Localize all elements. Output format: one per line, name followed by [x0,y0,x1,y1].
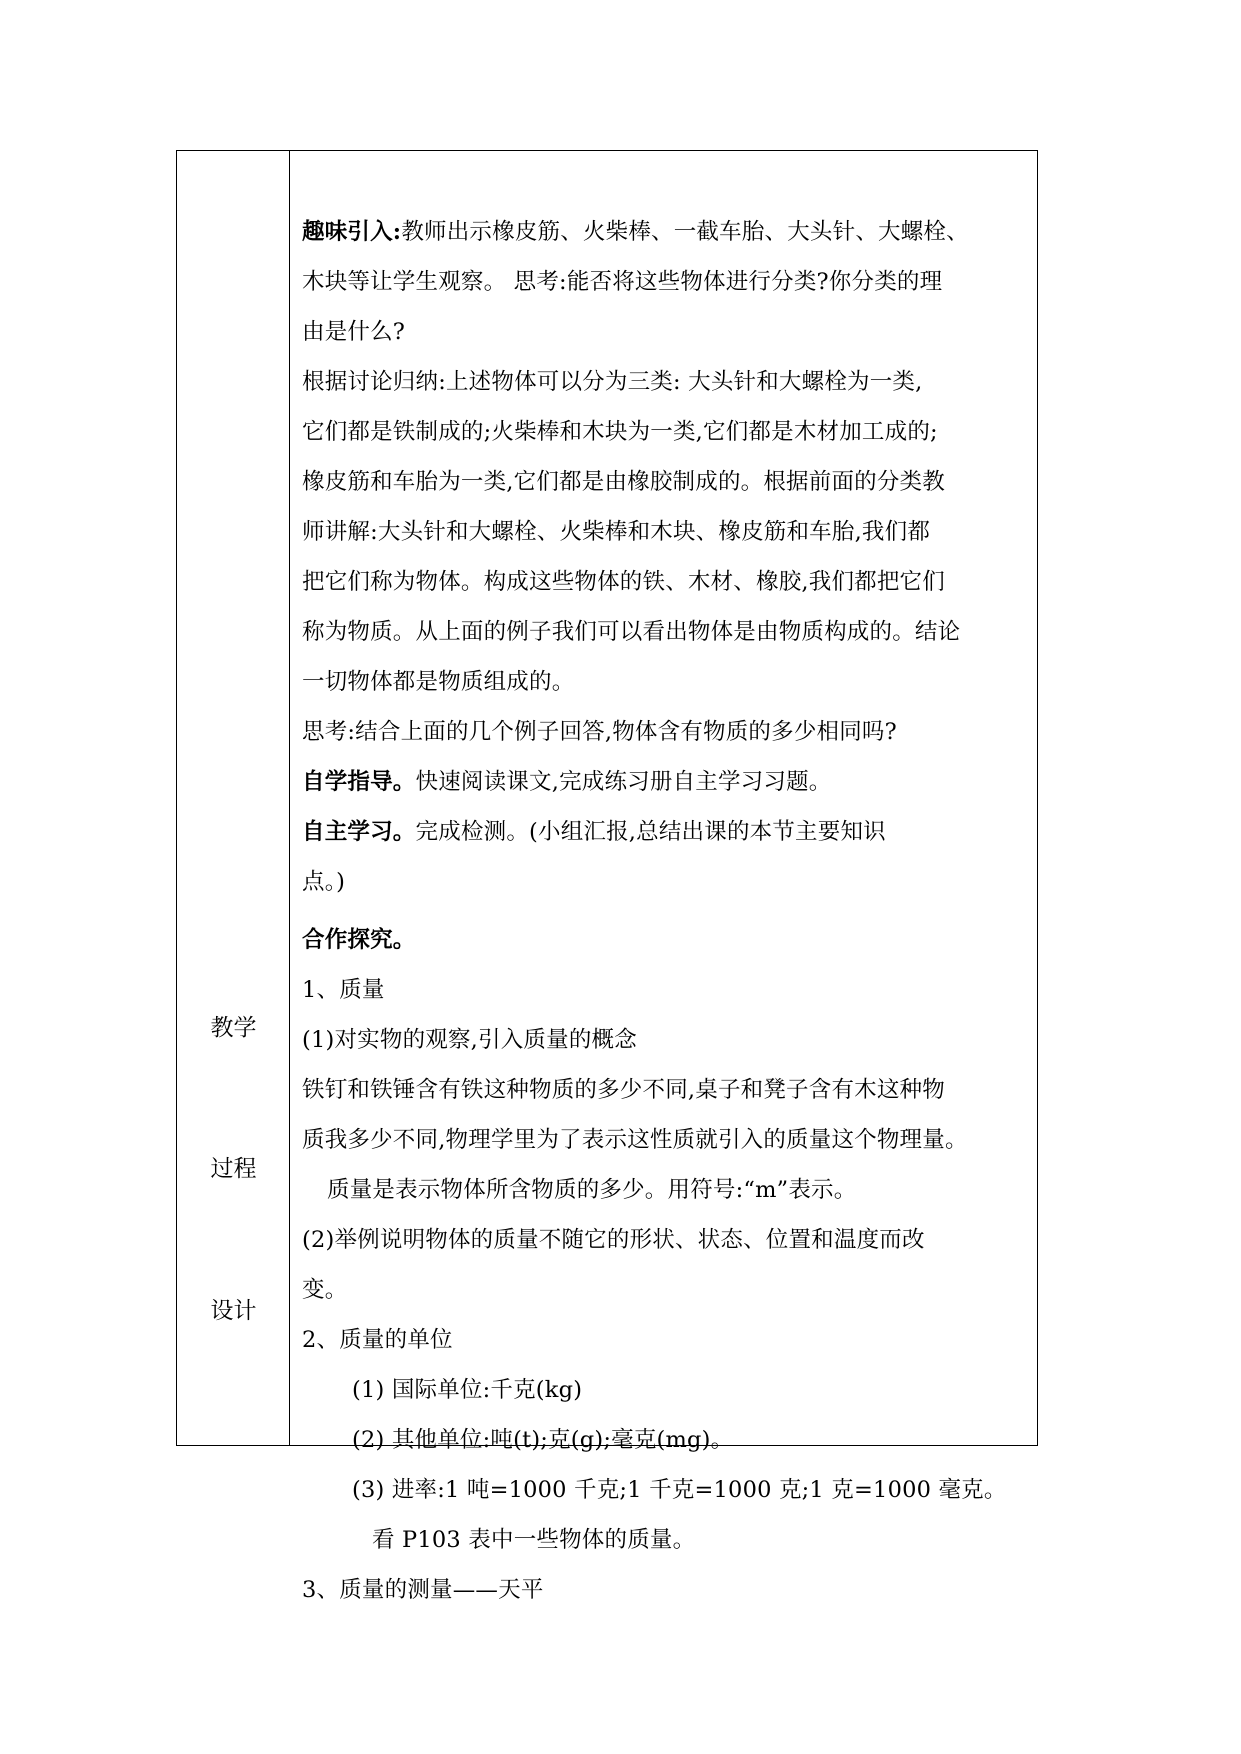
text-line [302,707,1042,757]
line-text: 铁钉和铁锤含有铁这种物质的多少不同,桌子和凳子含有木这种物 [302,1077,945,1103]
text-line [302,1115,1042,1165]
section-label-column [177,151,290,1445]
text-line [302,507,1042,557]
text-line [302,807,1042,857]
bold-heading: 趣味引入: [302,219,402,245]
side-label-design: 设计 [210,1298,257,1324]
text-line [302,607,1042,657]
line-text: 变。 [302,1277,348,1303]
text-line [302,965,1042,1015]
text-line [302,1265,1042,1315]
line-text: 2、质量的单位 [302,1327,453,1353]
text-line [302,1315,1042,1365]
text-line [302,307,1042,357]
text-line [302,857,1042,907]
bold-heading: 自学指导。 [302,769,416,795]
text-line [302,1165,1042,1215]
line-text: 3、质量的测量——天平 [302,1577,544,1603]
text-line [302,257,1042,307]
line-text: 称为物质。从上面的例子我们可以看出物体是由物质构成的。结论 [302,619,961,645]
line-text: (2)举例说明物体的质量不随它的形状、状态、位置和温度而改 [302,1227,925,1253]
text-line [302,1465,1042,1515]
side-label-teaching: 教学 [210,1015,257,1041]
text-line [302,207,1042,257]
line-text: 师讲解:大头针和大螺栓、火柴棒和木块、橡皮筋和车胎,我们都 [302,519,931,545]
text-line [302,757,1042,807]
line-text: 完成检测。(小组汇报,总结出课的本节主要知识 [415,819,886,845]
text-line [302,1365,1042,1415]
lesson-table [176,150,1038,1603]
text-line [302,915,1042,965]
text-line [302,1215,1042,1265]
text-line [302,1515,1042,1565]
line-text: 1、质量 [302,977,385,1003]
text-line [302,407,1042,457]
line-text: 木块等让学生观察。 思考:能否将这些物体进行分类?你分类的理 [302,269,943,295]
text-line [302,1065,1042,1115]
text-line [302,657,1042,707]
line-text: 快速阅读课文,完成练习册自主学习习题。 [415,769,832,795]
text-line [302,1415,1042,1465]
lesson-content [302,207,1042,1615]
text-line [302,557,1042,607]
line-text: 把它们称为物体。构成这些物体的铁、木材、橡胶,我们都把它们 [302,569,945,595]
line-text: 由是什么? [302,319,406,345]
line-text: 质我多少不同,物理学里为了表示这性质就引入的质量这个物理量。 [302,1127,968,1153]
text-line [302,457,1042,507]
line-text: 点。) [302,869,346,895]
content-column [290,151,1037,1603]
line-text: 橡皮筋和车胎为一类,它们都是由橡胶制成的。根据前面的分类教 [302,469,945,495]
line-text: (1)对实物的观察,引入质量的概念 [302,1027,637,1053]
text-line [302,1565,1042,1615]
line-text: 教师出示橡皮筋、火柴棒、一截车胎、大头针、大螺栓、 [401,219,969,245]
line-text: 看 P103 表中一些物体的质量。 [372,1527,696,1553]
text-line [302,357,1042,407]
bold-heading: 自主学习。 [302,819,416,845]
text-line [302,1015,1042,1065]
line-text: 一切物体都是物质组成的。 [302,669,575,695]
bold-heading: 合作探究。 [302,927,416,953]
line-text: 思考:结合上面的几个例子回答,物体含有物质的多少相同吗? [302,719,897,745]
line-text: (2) 其他单位:吨(t);克(g);毫克(mg)。 [352,1427,734,1453]
line-text: 根据讨论归纳:上述物体可以分为三类: 大头针和大螺栓为一类, [302,369,923,395]
line-text: 质量是表示物体所含物质的多少。用符号:“m”表示。 [327,1177,857,1203]
side-label-process: 过程 [210,1156,257,1182]
line-text: 它们都是铁制成的;火柴棒和木块为一类,它们都是木材加工成的; [302,419,938,445]
line-text: (3) 进率:1 吨=1000 千克;1 千克=1000 克;1 克=1000 毫克。 [352,1477,1007,1503]
line-text: (1) 国际单位:千克(kg) [352,1377,583,1403]
